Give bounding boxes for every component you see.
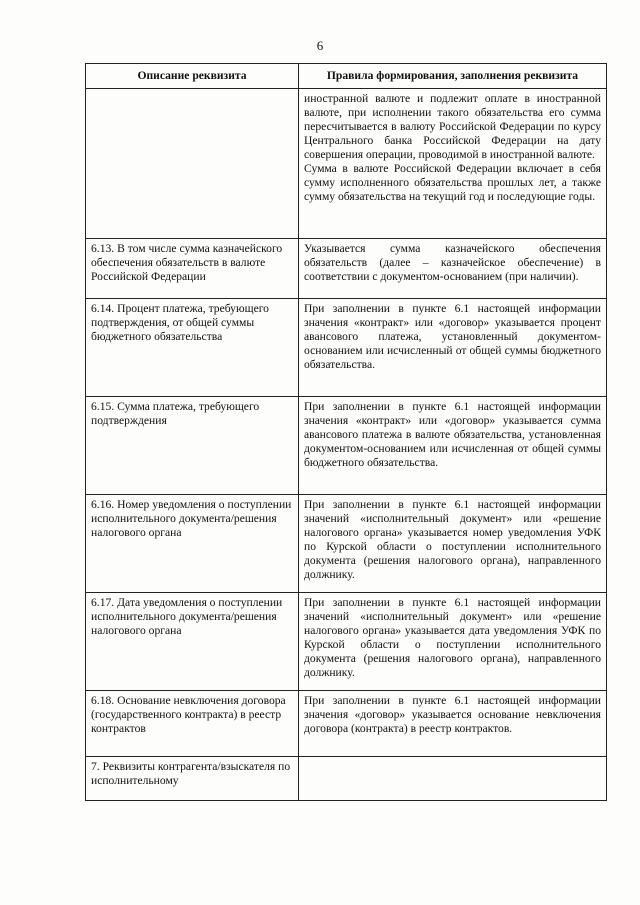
rule-paragraph: При заполнении в пункте 6.1 настоящей информации значений «исполнительный документ» или «решение налогового органа» указывается номер уведомления УФК по Курской области о поступлении исполнительного документа (решения налогового органа), направленного должнику.: [304, 498, 601, 581]
table-body: [86, 89, 607, 801]
requisite-description: 6.18. Основание невключения договора (государственного контракта) в реестр контрактов: [86, 691, 299, 757]
rule-paragraph: Сумма в валюте Российской Федерации включает в себя сумму исполненного обязательства прошлых лет, а также сумму обязательства на текущий год и последующие годы.: [304, 162, 601, 203]
table-row: [86, 239, 607, 299]
table-row: [86, 691, 607, 757]
requisite-rules: [299, 299, 607, 397]
table-row: [86, 89, 607, 239]
requisite-rules: [299, 89, 607, 239]
rule-paragraph: Указывается сумма казначейского обеспечения обязательств (далее – казначейское обеспечение) в соответствии с документом-основанием (при наличии).: [304, 242, 601, 283]
requisite-rules: [299, 593, 607, 691]
header-description: Описание реквизита: [86, 64, 299, 89]
requisite-description: 6.14. Процент платежа, требующего подтверждения, от общей суммы бюджетного обязательства: [86, 299, 299, 397]
table-row: [86, 593, 607, 691]
rule-paragraph: При заполнении в пункте 6.1 настоящей информации значения «контракт» или «договор» указывается процент авансового платежа, установленный документом-основанием или исчисленный от общей суммы бюджетного обязательства.: [304, 302, 601, 371]
header-rules: Правила формирования, заполнения реквизита: [299, 64, 607, 89]
page-number: 6: [316, 38, 324, 53]
requisite-description: 7. Реквизиты контрагента/взыскателя по исполнительному: [86, 757, 299, 801]
table-row: [86, 397, 607, 495]
rule-paragraph: иностранной валюте и подлежит оплате в иностранной валюте, при исполнении такого обязательства его сумма пересчитывается в валюту Российской Федерации по курсу Центрального банка Российской Федерации на дату совершения операции, проводимой в иностранной валюте.: [304, 92, 601, 161]
requisite-rules: [299, 495, 607, 593]
requisite-rules: [299, 397, 607, 495]
requisite-rules: [299, 239, 607, 299]
rule-paragraph: При заполнении в пункте 6.1 настоящей информации значения «контракт» или «договор» указывается сумма авансового платежа в валюте обязательства, установленная документом-основанием или исчисленная от общей суммы бюджетного обязательства.: [304, 400, 601, 469]
table-row: [86, 299, 607, 397]
requisite-description: 6.17. Дата уведомления о поступлении исполнительного документа/решения налогового органа: [86, 593, 299, 691]
table-row: [86, 757, 607, 801]
rule-paragraph: При заполнении в пункте 6.1 настоящей информации значения «договор» указывается основание невключения договора (контракта) в реестр контрактов.: [304, 694, 601, 735]
requisites-table: [85, 63, 607, 801]
table-header-row: [86, 64, 607, 89]
requisite-rules: [299, 757, 607, 801]
table-row: [86, 495, 607, 593]
rule-paragraph: При заполнении в пункте 6.1 настоящей информации значений «исполнительный документ» или «решение налогового органа» указывается дата уведомления УФК по Курской области о поступлении исполнительного документа (решения налогового органа), направленного должнику.: [304, 596, 601, 679]
requisite-description: 6.15. Сумма платежа, требующего подтверждения: [86, 397, 299, 495]
requisite-rules: [299, 691, 607, 757]
requisite-description: 6.16. Номер уведомления о поступлении исполнительного документа/решения налогового органа: [86, 495, 299, 593]
requisite-description: [86, 89, 299, 239]
requisite-description: 6.13. В том числе сумма казначейского обеспечения обязательств в валюте Российской Федерации: [86, 239, 299, 299]
